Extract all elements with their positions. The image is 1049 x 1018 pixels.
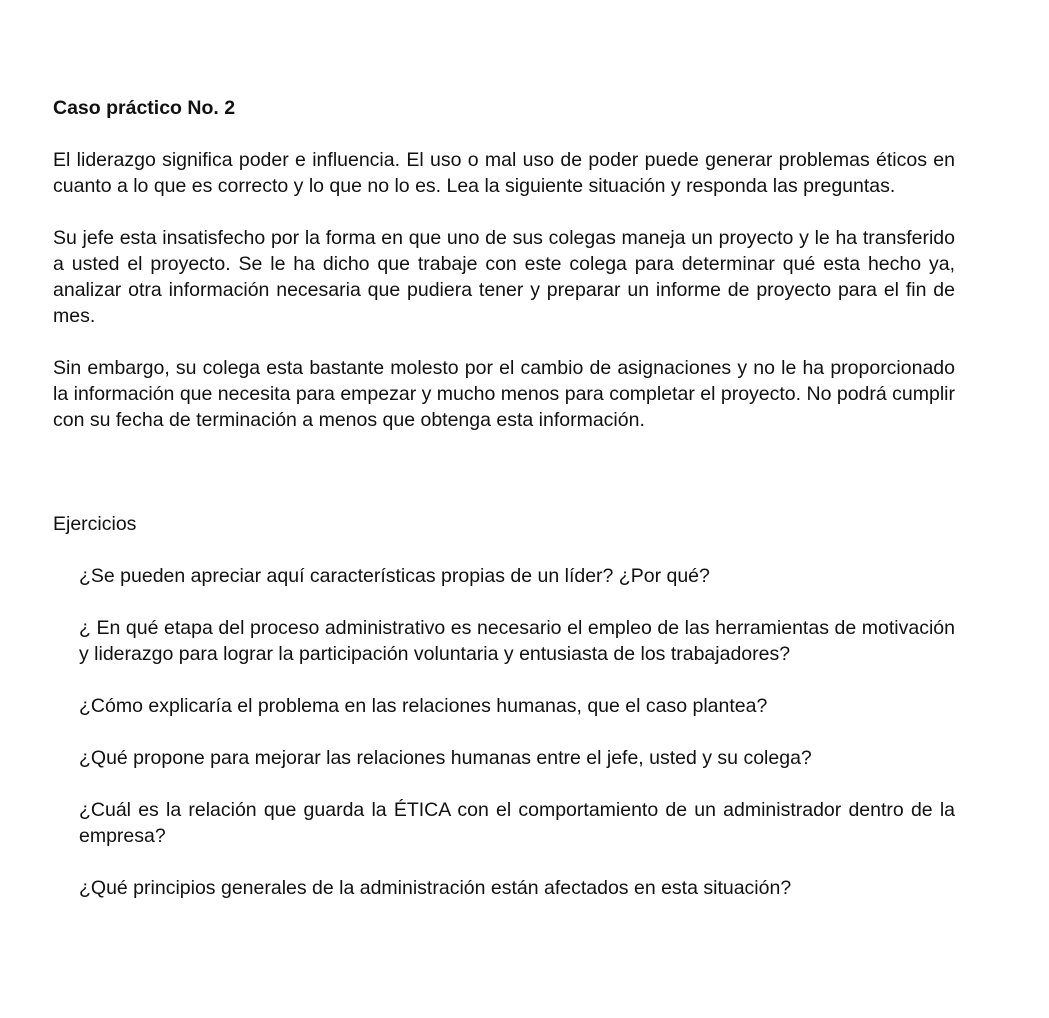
intro-paragraph: El liderazgo significa poder e influencia. El uso o mal uso de poder puede generar problemas éticos en cuanto a lo que es correcto y lo que no lo es. Lea la siguiente situación y responda las preguntas. (53, 149, 955, 197)
problem-paragraph: Sin embargo, su colega esta bastante molesto por el cambio de asignaciones y no le ha proporcionado la información que necesita para empezar y mucho menos para completar el proyecto. No podrá cumplir con su fecha de terminación a menos que obtenga esta información. (53, 357, 955, 431)
exercise-item: ¿Cuál es la relación que guarda la ÉTICA con el comportamiento de un administrador dentro de la empresa? (79, 799, 955, 847)
exercise-list (53, 563, 955, 901)
exercise-item: ¿ En qué etapa del proceso administrativo es necesario el empleo de las herramientas de motivación y liderazgo para lograr la participación voluntaria y entusiasta de los trabajadores? (79, 617, 955, 665)
exercise-item: ¿Qué propone para mejorar las relaciones humanas entre el jefe, usted y su colega? (79, 747, 812, 769)
exercises-heading: Ejercicios (53, 513, 137, 535)
exercise-item: ¿Se pueden apreciar aquí características propias de un líder? ¿Por qué? (79, 565, 710, 587)
document-page (53, 95, 955, 927)
case-title: Caso práctico No. 2 (53, 97, 236, 119)
exercise-item: ¿Qué principios generales de la administración están afectados en esta situación? (79, 877, 792, 899)
situation-paragraph: Su jefe esta insatisfecho por la forma en que uno de sus colegas maneja un proyecto y le ha transferido a usted el proyecto. Se le ha dicho que trabaje con este colega para determinar qué esta hecho ya, analizar otra información necesaria que pudiera tener y preparar un informe de proyecto para el fin de mes. (53, 227, 955, 327)
exercise-item: ¿Cómo explicaría el problema en las relaciones humanas, que el caso plantea? (79, 695, 768, 717)
